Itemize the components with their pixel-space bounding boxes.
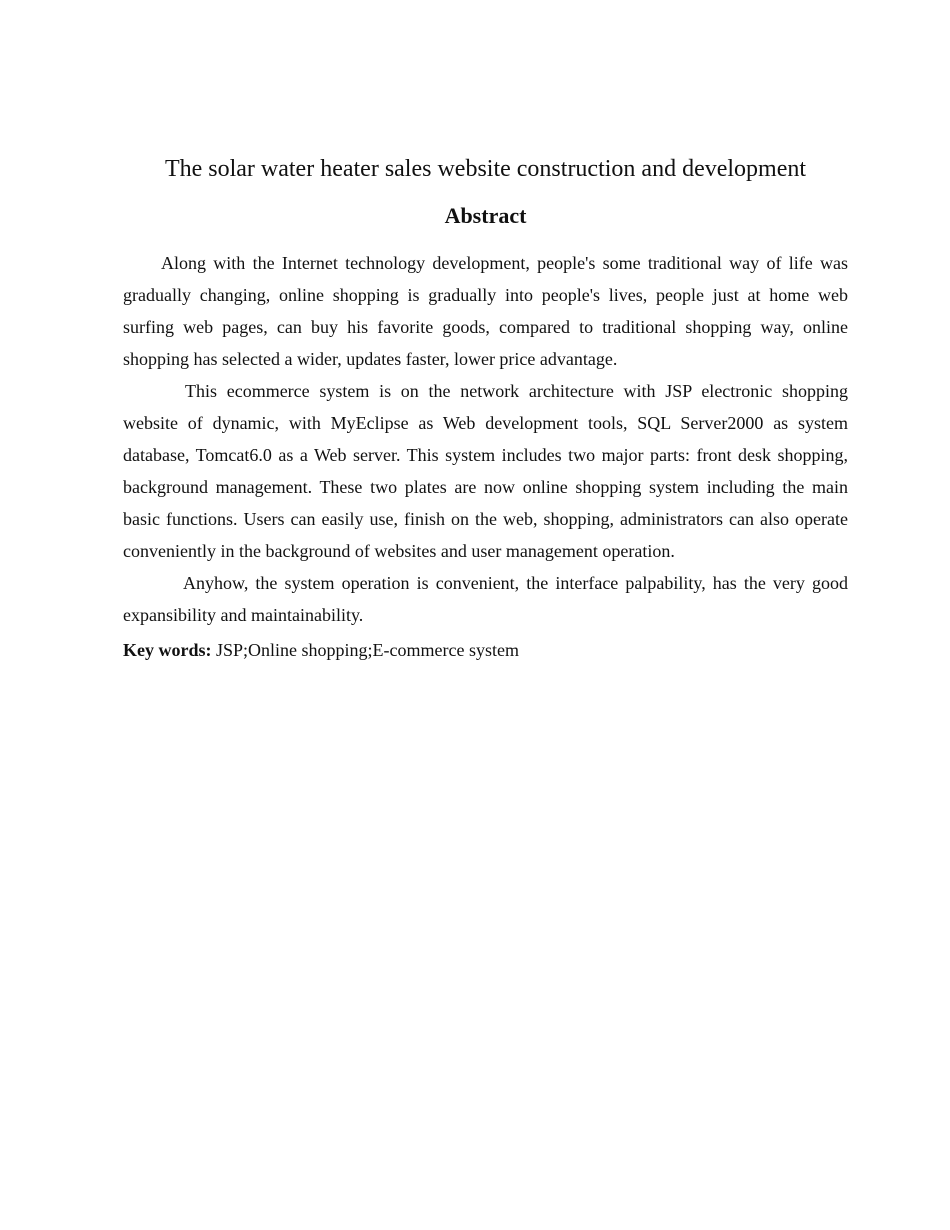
- abstract-paragraph-3: Anyhow, the system operation is convenient, the interface palpability, has the very good expansibility and maintainability.: [123, 573, 848, 625]
- document-title: The solar water heater sales website construction and development: [164, 156, 807, 182]
- keywords-line: [123, 634, 848, 666]
- keywords-value: JSP;Online shopping;E-commerce system: [216, 640, 519, 660]
- abstract-body: [123, 247, 848, 631]
- abstract-paragraph-1: Along with the Internet technology development, people's some traditional way of life was gradually changing, online shopping is gradually into people's lives, people just at home web surfing web pages, can buy his favorite goods, compared to traditional shopping way, online shopping has selected a wider, updates faster, lower price advantage.: [123, 253, 848, 369]
- abstract-paragraph-2: This ecommerce system is on the network architecture with JSP electronic shopping website of dynamic, with MyEclipse as Web development tools, SQL Server2000 as system database, Tomcat6.0 as a Web server. This system includes two major parts: front desk shopping, background management. These two plates are now online shopping system including the main basic functions. Users can easily use, finish on the web, shopping, administrators can also operate conveniently in the background of websites and user management operation.: [123, 381, 848, 561]
- abstract-heading: Abstract: [444, 203, 527, 228]
- document-content: [123, 150, 848, 666]
- keywords-label: Key words:: [123, 640, 212, 660]
